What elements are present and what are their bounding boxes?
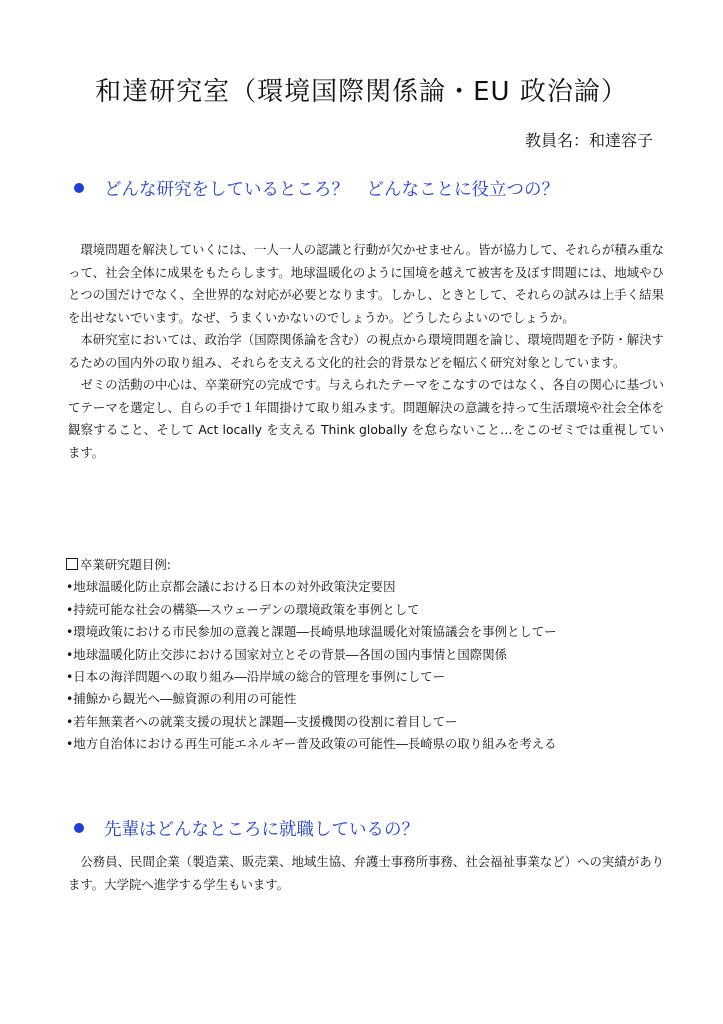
- list-item: •持続可能な社会の構築―スウェーデンの環境政策を事例として: [66, 601, 420, 617]
- list-item: •環境政策における市民参加の意義と課題―長崎県地球温暖化対策協議会を事例としてー: [66, 624, 557, 640]
- list-item: •地方自治体における再生可能エネルギー普及政策の可能性―長崎県の取り組みを考える: [66, 736, 557, 752]
- list-item: •若年無業者への就業支援の現状と課題―支援機関の役割に着目してー: [66, 713, 458, 729]
- list-item: •地球温暖化防止京都会議における日本の対外政策決定要因: [66, 579, 396, 595]
- section-heading-text: 先輩はどんなところに就職しているの？: [104, 820, 419, 840]
- paragraph: 環境問題を解決していくには、一人一人の認識と行動が欠かせません。皆が協力して、それらが積み重なって、社会全体に成果をもたらします。地球温暖化のように国境を越えて被害を及ぼす問題には、地域やひとつの国だけでなく、全世界的な対応が必要となります。しかし、ときとして、それらの試みは上手く結果を出せないでいます。なぜ、うまくいかないのでしょうか。どうしたらよいのでしょうか。: [68, 242, 664, 325]
- author-name: 教員名：和達容子: [524, 131, 653, 150]
- paragraph: 公務員、民間企業（製造業、販売業、地域生協、弁護士事務所事務、社会福祉事業など）への実績があります。大学院へ進学する学生もいます。: [68, 854, 664, 892]
- careers-description: [68, 851, 664, 896]
- page-title: 和達研究室（環境国際関係論・EU 政治論）: [95, 77, 628, 107]
- bullet-icon: [74, 823, 84, 833]
- thesis-list-heading-text: 卒業研究題目例:: [80, 557, 171, 572]
- section-heading-careers: [74, 817, 419, 843]
- bullet-icon: [74, 183, 84, 193]
- section-heading-research: [74, 177, 559, 203]
- section-heading-text: どんな研究をしているところ？ どんなことに役立つの？: [104, 180, 559, 200]
- checkbox-icon: [66, 558, 78, 570]
- thesis-examples: [66, 554, 666, 756]
- paragraph: 本研究室においては、政治学（国際関係論を含む）の視点から環境問題を論じ、環境問題を予防・解決するための国内外の取り組み、それらを支える文化的社会的背景などを幅広く研究対象としています。: [68, 332, 664, 370]
- paragraph: ゼミの活動の中心は、卒業研究の完成です。与えられたテーマをこなすのではなく、各自の関心に基づいてテーマを選定し、自らの手で１年間掛けて取り組みます。問題解決の意識を持って生活環境や社会全体を観察すること、そして Act locally を支える Think globally を怠らないこと…をこのゼミでは重視しています。: [68, 377, 664, 460]
- thesis-list-heading: [66, 554, 666, 576]
- thesis-list: [66, 576, 666, 755]
- list-item: •捕鯨から観光へ―鯨資源の利用の可能性: [66, 691, 297, 707]
- list-item: •日本の海洋問題への取り組み―沿岸域の総合的管理を事例にしてー: [66, 669, 446, 685]
- research-description: [68, 239, 664, 464]
- list-item: •地球温暖化防止交渉における国家対立とその背景―各国の国内事情と国際関係: [66, 646, 507, 662]
